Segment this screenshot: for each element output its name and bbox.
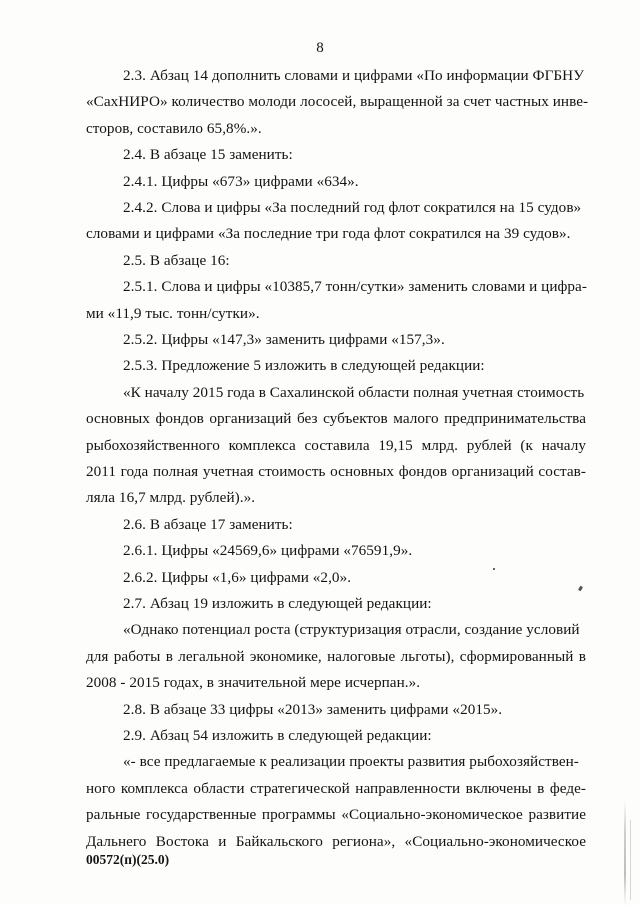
text-line: «К началу 2015 года в Сахалинской области полная учетная стоимость [123,383,585,401]
document-code: 00572(п)(25.0) [86,852,170,867]
text-line: 2.4.1. Цифры «673» цифрами «634». [123,172,359,190]
scan-mark [578,586,583,592]
text-line: 2.6. В абзаце 17 заменить: [123,515,293,533]
text-line: ми «11,9 тыс. тонн/сутки». [86,304,260,322]
text-line: 2.3. Абзац 14 дополнить словами и цифрами «По информации ФГБНУ [123,67,584,84]
text-line: «СахНИРО» количество молоди лососей, выращенной за счет частных инве- [86,93,589,111]
text-line: ного комплекса области стратегической направленности включены в феде- [86,779,586,797]
text-line: ральные государственные программы «Социально-экономическое развитие [86,806,586,824]
text-line: 2.5.2. Цифры «147,3» заменить цифрами «157,3». [123,331,445,348]
text-line: 2.5. В абзаце 16: [123,251,230,269]
scan-edge-shadow [624,800,626,905]
scan-speck [493,568,495,570]
text-line: 2.6.1. Цифры «24569,6» цифрами «76591,9». [123,542,413,560]
page-number: 8 [316,40,324,56]
text-line: словами и цифрами «За последние три года флот сократился на 39 судов». [86,225,571,243]
text-line: 2.4.2. Слова и цифры «За последний год флот сократился на 15 судов» [123,199,582,216]
text-line: 2.8. В абзаце 33 цифры «2013» заменить цифрами «2015». [123,700,503,718]
text-line: Дальнего Востока и Байкальского региона», «Социально-экономическое [86,832,586,850]
text-line: 2.5.3. Предложение 5 изложить в следующей редакции: [123,357,485,375]
scan-edge-shadow-2 [630,820,631,900]
text-line: «Однако потенциал роста (структуризация отрасли, создание условий [123,621,580,639]
text-line: 2.6.2. Цифры «1,6» цифрами «2,0». [123,568,352,586]
text-line: 2.7. Абзац 19 изложить в следующей редакции: [123,595,432,612]
text-line: рыбохозяйственного комплекса составила 19,15 млрд. рублей (к началу [86,436,586,454]
text-line: «- все предлагаемые к реализации проекты развития рыбохозяйствен- [123,753,579,771]
text-line: 2008 - 2015 годах, в значительной мере исчерпан.». [86,674,421,692]
text-line: 2.5.1. Слова и цифры «10385,7 тонн/сутки» заменить словами и цифра- [123,278,587,296]
text-line: ляла 16,7 млрд. рублей).». [86,489,256,507]
text-line: сторов, составило 65,8%.». [86,119,262,137]
text-line: 2.4. В абзаце 15 заменить: [123,146,293,164]
text-line: 2011 года полная учетная стоимость основных фондов организаций состав- [86,463,586,480]
text-line: для работы в легальной экономике, налоговые льготы), сформированный в [86,647,586,665]
text-line: 2.9. Абзац 54 изложить в следующей редакции: [123,727,432,744]
text-line: основных фондов организаций без субъектов малого предпринимательства [86,410,586,428]
